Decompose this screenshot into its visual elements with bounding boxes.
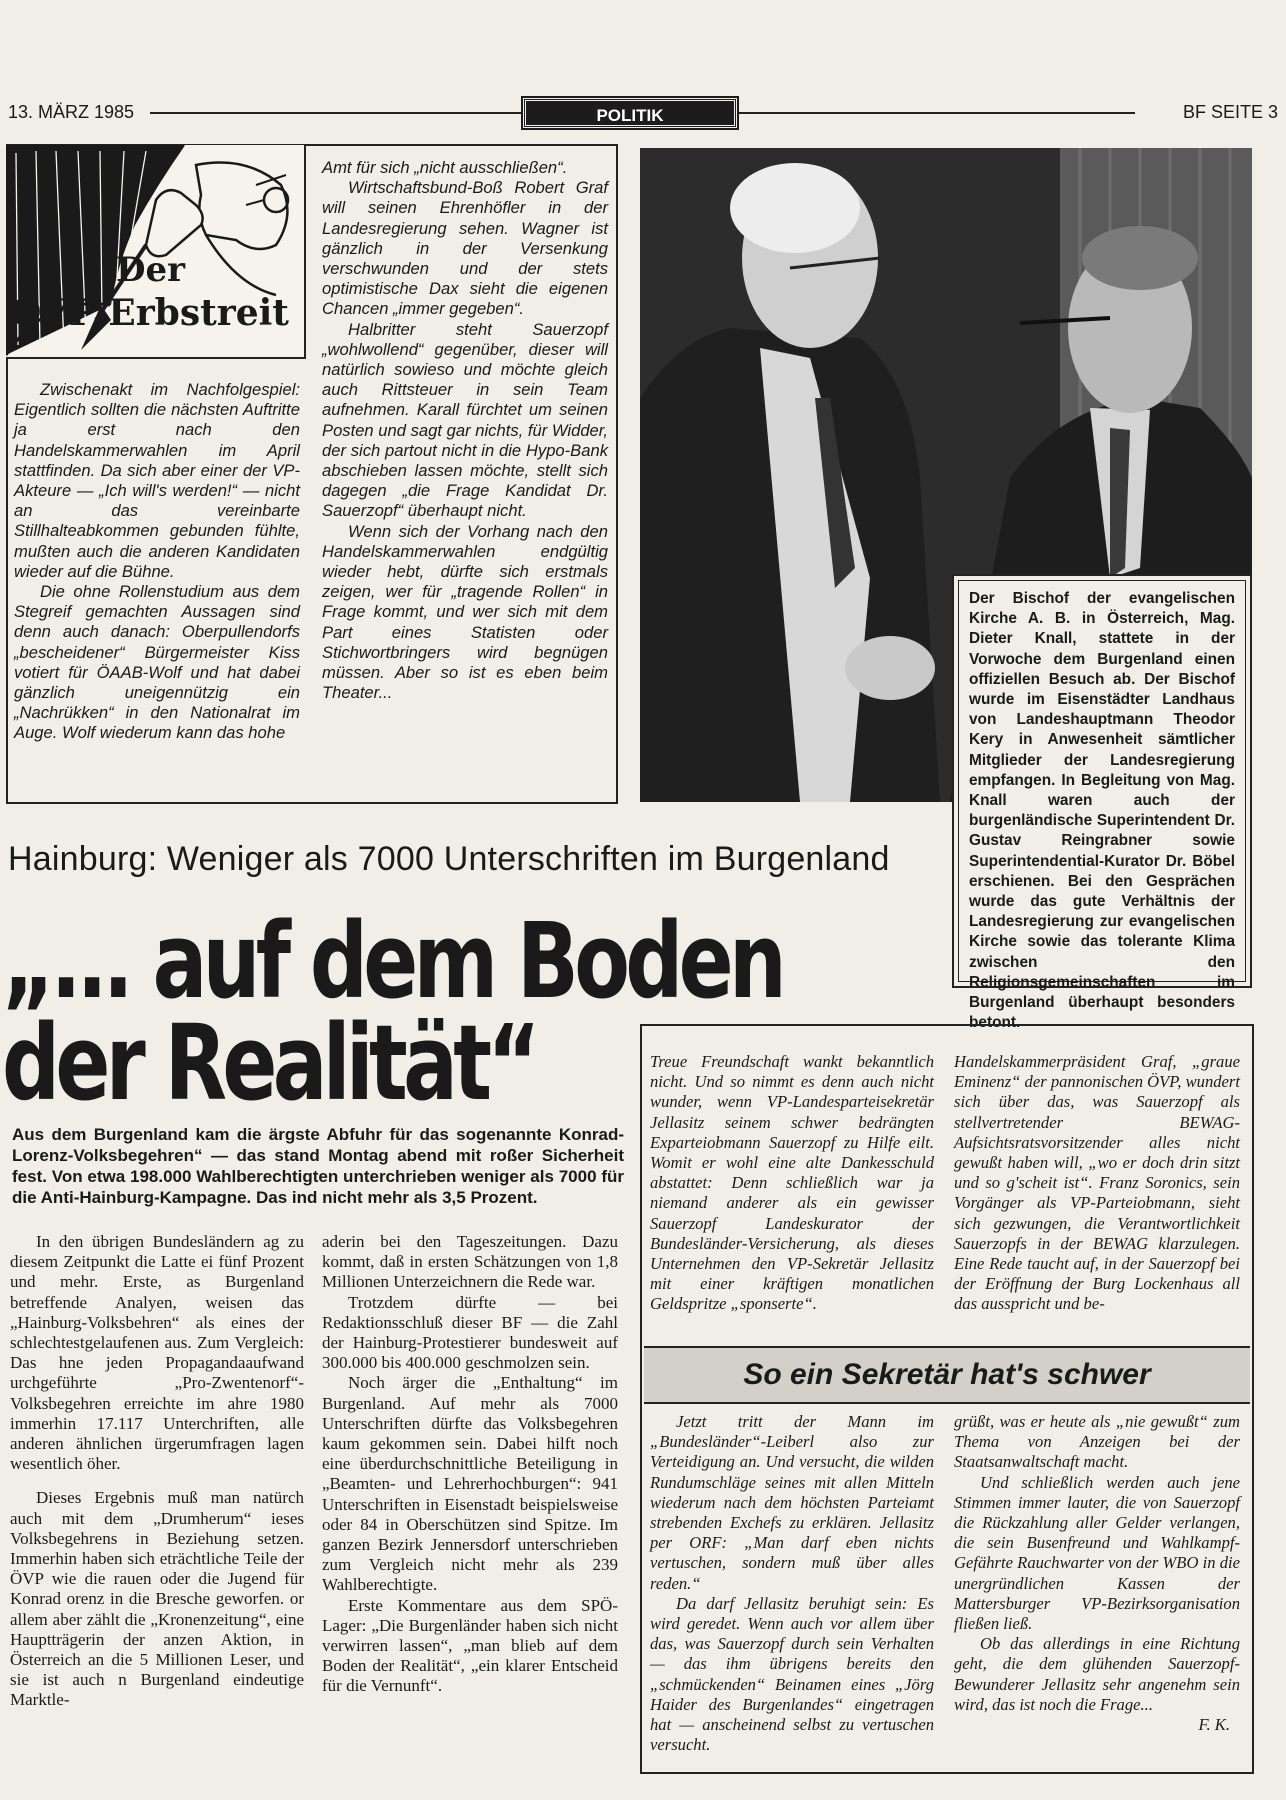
paragraph: Amt für sich „nicht ausschließen“. (322, 158, 568, 177)
paragraph: Trotzdem dürfte — bei Redaktionsschluß dieser BF — die Zahl der Hainburg-Protestierer bundesweit auf 300.000 bis 400.000 geschmolzen sein. (322, 1292, 618, 1373)
cartoon-title-line2: ÖVP Erbstreit (10, 292, 289, 334)
header-rule-left (150, 112, 523, 114)
paragraph: Dieses Ergebnis muß man natürch auch mit dem „Drumherum“ ieses Volksbegehrens in Beziehung setzen. Immerhin haben sich eträchtliche Teile der ÖVP wie die rauen oder die Jugend für Konrad orenz in die Bresche geworfen. or allem aber zählt die „Kronenzeitung“, eine Hauptträgerin der anzen Aktion, in Österreich an die 5 Millionen Leser, und sie ist auch n Burgenland eindeutige Marktle- (10, 1488, 304, 1710)
hainburg-column-1 (10, 1232, 304, 1711)
section-heading-bar (644, 1346, 1250, 1404)
erbstreit-column-2 (322, 158, 608, 703)
paragraph: Die ohne Rollenstudium aus dem Stegreif gemachten Aussagen sind denn auch danach: Oberpullendorfs „bescheidener“ Bürgermeister Kiss votiert für ÖAAB-Wolf und hat dabei gänzlich uneigennützig ein „Nachrükken“ in den Nationalrat im Auge. Wolf wiederum kann das hohe (14, 582, 300, 743)
paragraph: Erste Kommentare aus dem SPÖ-Lager: „Die Burgenländer haben sich nicht verwirren lassen“, „man blieb auf dem Boden der Realität“, „ein klarer Entscheid für die Vernunft“. (322, 1595, 618, 1696)
paragraph: Halbritter steht Sauerzopf „wohlwollend“ gegenüber, dieser will natürlich sowieso und möchte gleich auch Rittsteuer in sein Team aufnehmen. Karall fürchtet um seinen Posten und sagt gar nichts, für Widder, der sich partout nicht in die Hypo-Bank abschieben lassen möchte, stellt sich dagegen „die Frage Kandidat Dr. Sauerzopf“ überhaupt nicht. (322, 319, 608, 521)
header-rule-right (737, 112, 1135, 114)
author-signature: F. K. (1198, 1715, 1230, 1735)
paragraph: aderin bei den Tageszeitungen. Dazu kommt, daß in ersten Schätzungen von 1,8 Millionen Unterzeichnern die Rede war. (322, 1232, 618, 1292)
paragraph: Und schließlich werden auch jene Stimmen immer lauter, die von Sauerzopf die Rückzahlung aller Gelder verlangen, die sein Busenfreund und Wahlkampf-Gefährte Rauchwarter von der WBO in die unergründlichen Kassen der Mattersburger VP-Bezirksorganisation fließen ließ. (954, 1472, 1240, 1634)
paragraph: In den übrigen Bundesländern ag zu diesem Zeitpunkt die Latte ei fünf Prozent und mehr. Erste, as Burgenland betreffende Analyen, weisen das „Hainburg-Volksbehren“ als eines der schlechtestgelaufenen aus. Zum Vergleich: Das hne jeden Propagandaaufwand urchgeführte „Pro-Zwentenorf“-Volksbegehren erreichte im ahre 1980 immerhin 17.117 Unterchriften, alle anderen ähnlichen ürgerumfragen lagen wesentlich öher. (10, 1232, 304, 1474)
photo-caption-inner (958, 580, 1246, 1032)
paragraph: Zwischenakt im Nachfolgespiel: Eigentlich sollten die nächsten Auftritte ja erst nach den Handelskammerwahlen im April stattfinden. Da sich aber einer der VP-Akteure — „Ich will's werden!“ — nicht an das vereinbarte Stillhalteabkommen gebunden fühlte, mußten auch die anderen Kandidaten wieder auf die Bühne. (14, 380, 300, 581)
photo-caption-box (952, 574, 1252, 1032)
erbstreit-column-1 (14, 380, 300, 744)
article-kicker: Hainburg: Weniger als 7000 Unterschriften im Burgenland (8, 840, 890, 878)
freundschaft-column-1: Treue Freundschaft wankt bekanntlich nicht. Und so nimmt es denn auch nicht wunder, wenn VP-Landesparteisekretär Jellasitz seinem schwer bedrängten Exparteiobmann Sauerzopf zu Hilfe eilt. Womit er wohl eine alte Dankesschuld abstattet: Denn schließlich war ja niemand anderer als ein gewisser Sauerzopf Landeskurator der Bundesländer-Versicherung, als dieses Unternehmen den VP-Sekretär Jellasitz mit einer kräftigen monatlichen Geldspritze „sponserte“. (650, 1052, 934, 1314)
paragraph: Da darf Jellasitz beruhigt sein: Es wird geredet. Wenn auch vor allem über das, was Sauerzopf durch sein Verhalten — das ihm übrigens bereits den „schmückenden“ Beinamen eines „Jörg Haider des Burgenlandes“ eingetragen hat — anscheinend selbst zu vertuschen versucht. (650, 1593, 934, 1755)
paragraph: Wenn sich der Vorhang nach den Handelskammerwahlen endgültig wieder hebt, dürfte sich erstmals zeigen, wer für „tragende Rollen“ in Frage kommt, und wer sich mit dem Part eines Statisten oder Stichwortbringers wird begnügen müssen. Aber so ist es eben beim Theater... (322, 521, 608, 703)
cartoon (6, 145, 306, 359)
article-lead: Aus dem Burgenland kam die ärgste Abfuhr für das sogenannte Konrad-Lorenz-Volksbegehren“ — das stand Montag abend mit roßer Sicherheit fest. Von etwa 198.000 Wahlberechtigten unterchrieben weniger als 7000 für die Anti-Hainburg-Kampagne. Das ind nicht mehr als 3,5 Prozent. (12, 1125, 624, 1207)
paragraph: grüßt, was er heute als „nie gewußt“ zum Thema von Anzeigen bei der Staatsanwaltschaft macht. (954, 1412, 1240, 1472)
photo-caption: Der Bischof der evangelischen Kirche A. B. in Österreich, Mag. Dieter Knall, stattete in der Vorwoche dem Burgenland einen offiziellen Besuch ab. Der Bischof wurde im Eisenstädter Landhaus von Landeshauptmann Theodor Kery in Anwesenheit sämtlicher Mitglieder der Landesregierung empfangen. In Begleitung von Mag. Knall waren auch der burgenländische Superintendent Dr. Gustav Reingrabner sowie Superintendential-Kurator Dr. Böbel erschienen. Bei den Gesprächen wurde das gute Verhältnis der Landesregierung zur evangelischen Kirche sowie das tolerante Klima zwischen den Religionsgemeinschaften im Burgenland überhaupt besonders betont. (969, 590, 1235, 1032)
paragraph: Noch ärger die „Enthaltung“ im Burgenland. Auf mehr als 7000 Unterschriften dürfte das Volksbegehren kaum gekommen sein. Dabei hilft noch eine überdurchschnittliche Beteiligung in „Beamten- und Lehrerhochburgen“: 941 Unterschriften in Eisenstadt beispielsweise oder 84 in Oberschützen sind Spitze. Im ganzen Bezirk Jennersdorf unterschrieben zum Vergleich nicht mehr als 239 Wahlberechtigte. (322, 1373, 618, 1595)
paragraph: Jetzt tritt der Mann im „Bundesländer“-Leiberl also zur Verteidigung an. Und versucht, die wilden Rundumschläge seines mit allen Mitteln wiederum nach dem höchsten Parteiamt strebenden Exchefs zu erklären. Jellasitz per ORF: „Man darf eben nichts vertuschen, sondern muß über alles reden.“ (650, 1412, 934, 1593)
issue-date: 13. MÄRZ 1985 (8, 102, 135, 122)
page-number: BF SEITE 3 (1182, 102, 1278, 122)
sekretaer-column-2 (954, 1412, 1240, 1735)
article-headline-line1: „... auf dem Boden (2, 900, 783, 1022)
section-heading: So ein Sekretär hat's schwer (743, 1358, 1151, 1391)
cartoon-title-line1: Der (116, 250, 186, 290)
hainburg-column-2 (322, 1232, 618, 1697)
paragraph: Wirtschaftsbund-Boß Robert Graf will seinen Ehrenhöfler in der Landesregierung sehen. Wagner ist gänzlich in der Versenkung verschwunden und der stets optimistische Dax sieht die eigenen Chancen „immer gegeben“. (322, 178, 608, 319)
freundschaft-column-2: Handelskammerpräsident Graf, „graue Eminenz“ der pannonischen ÖVP, wundert sich über das, was Sauerzopf als stellvertretender BEWAG-Aufsichtsratsvorsitzender alles nicht gewußt haben will, „wo er doch drin sitzt und so g'scheit ist“. Franz Soronics, sein Vorgänger als VP-Parteiobmann, sieht sich gezwungen, die Verantwortlichkeit Sauerzopfs in der BEWAG klarzulegen. Eine Rede taucht auf, in der Sauerzopf bei der Eröffnung der Burg Lockenhaus all das ausspricht und be- (954, 1052, 1240, 1314)
article-headline-line2: der Realität“ (2, 1002, 536, 1124)
paragraph: Ob das allerdings in eine Richtung geht, die dem glühenden Sauerzopf-Bewunderer Jellasitz sehr angenehm sein wird, das ist noch die Frage... (954, 1634, 1240, 1714)
page-header (8, 98, 1278, 128)
section-rubric: POLITIK (523, 98, 737, 128)
sekretaer-column-1 (650, 1412, 934, 1755)
